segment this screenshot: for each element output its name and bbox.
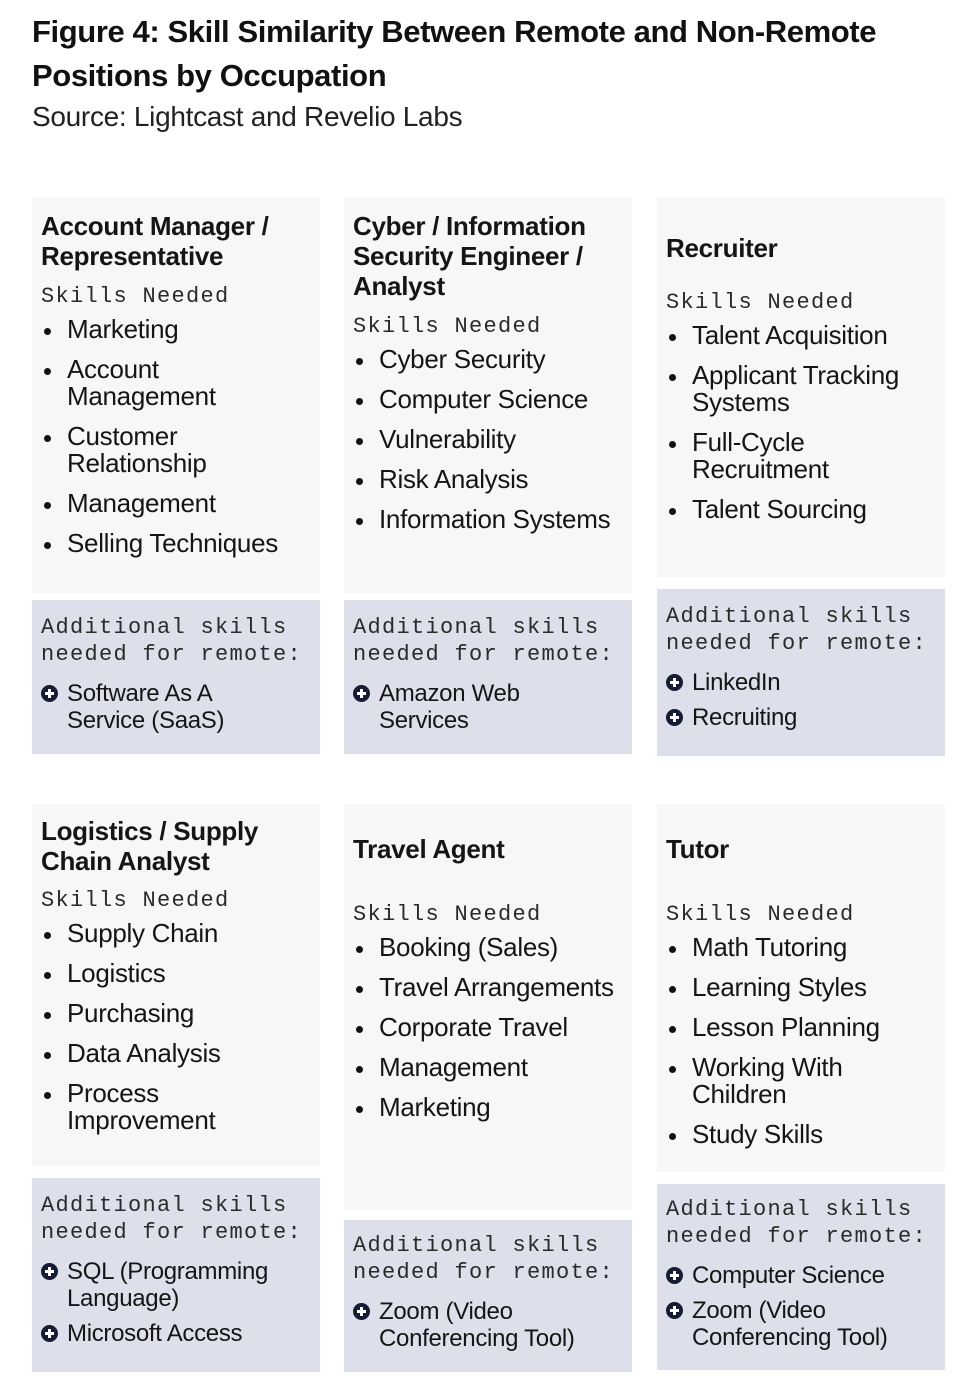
skill-item: Math Tutoring xyxy=(666,934,937,961)
skill-item: Corporate Travel xyxy=(353,1014,624,1041)
remote-skills-panel xyxy=(32,1178,320,1372)
skills-panel xyxy=(657,804,945,1172)
skills-needed-label: Skills Needed xyxy=(666,902,855,927)
remote-skills-label: Additional skills needed for remote: xyxy=(666,604,928,656)
skill-item: Process Improvement xyxy=(41,1080,312,1134)
skill-item: Applicant Tracking Systems xyxy=(666,362,937,416)
skill-item: Talent Acquisition xyxy=(666,322,937,349)
skill-item: Marketing xyxy=(41,316,312,343)
skill-item: Supply Chain xyxy=(41,920,312,947)
skill-item: Study Skills xyxy=(666,1121,937,1148)
occupation-title: Logistics / Supply Chain Analyst xyxy=(41,816,259,876)
remote-skills-panel xyxy=(32,600,320,754)
remote-skills-list xyxy=(41,680,312,734)
remote-skill-item: Recruiting xyxy=(666,704,937,731)
occupation-card-tutor xyxy=(657,804,945,1351)
remote-skills-list xyxy=(353,680,624,734)
remote-skill-item: Amazon Web Services xyxy=(353,680,624,734)
skills-list xyxy=(41,316,312,570)
occupation-title: Tutor xyxy=(666,834,729,864)
figure-source: Source: Lightcast and Revelio Labs xyxy=(32,101,463,132)
remote-skills-list xyxy=(666,1262,937,1351)
skill-item: Cyber Security xyxy=(353,346,624,373)
skill-item: Talent Sourcing xyxy=(666,496,937,523)
remote-skills-list xyxy=(41,1258,312,1347)
plus-circle-icon xyxy=(666,1302,683,1319)
skill-item: Full-Cycle Recruitment xyxy=(666,429,937,483)
remote-skill-item: Computer Science xyxy=(666,1262,937,1289)
skill-item: Working With Children xyxy=(666,1054,937,1108)
occupation-card-cyber-security xyxy=(344,197,632,734)
skill-item: Logistics xyxy=(41,960,312,987)
remote-skill-item: Software As A Service (SaaS) xyxy=(41,680,312,734)
plus-circle-icon xyxy=(353,1303,370,1320)
plus-circle-icon xyxy=(41,685,58,702)
remote-skills-label: Additional skills needed for remote: xyxy=(41,615,303,667)
remote-skill-item: Zoom (Video Conferencing Tool) xyxy=(666,1297,937,1351)
remote-skills-list xyxy=(353,1298,624,1352)
skill-item: Vulnerability xyxy=(353,426,624,453)
occupation-card-logistics xyxy=(32,804,320,1347)
skill-item: Computer Science xyxy=(353,386,624,413)
skill-item: Booking (Sales) xyxy=(353,934,624,961)
skills-needed-label: Skills Needed xyxy=(41,284,230,309)
skill-item: Purchasing xyxy=(41,1000,312,1027)
skills-list xyxy=(353,346,624,546)
skill-item: Information Systems xyxy=(353,506,624,533)
plus-circle-icon xyxy=(41,1263,58,1280)
skills-list xyxy=(666,322,937,536)
skill-item: Learning Styles xyxy=(666,974,937,1001)
remote-skills-panel xyxy=(344,600,632,754)
skills-panel xyxy=(344,804,632,1210)
skills-needed-label: Skills Needed xyxy=(666,290,855,315)
remote-skill-item: Zoom (Video Conferencing Tool) xyxy=(353,1298,624,1352)
plus-circle-icon xyxy=(666,674,683,691)
skills-list xyxy=(41,920,312,1147)
remote-skills-list xyxy=(666,669,937,731)
skills-needed-label: Skills Needed xyxy=(353,902,542,927)
occupation-card-account-manager xyxy=(32,197,320,734)
remote-skills-panel xyxy=(657,589,945,756)
skills-needed-label: Skills Needed xyxy=(353,314,542,339)
remote-skills-label: Additional skills needed for remote: xyxy=(353,615,615,667)
skill-item: Management xyxy=(41,490,312,517)
remote-skills-panel xyxy=(657,1184,945,1370)
skill-item: Selling Techniques xyxy=(41,530,312,557)
skill-item: Data Analysis xyxy=(41,1040,312,1067)
skills-list xyxy=(353,934,624,1134)
skills-panel xyxy=(32,197,320,593)
skills-panel xyxy=(344,197,632,593)
remote-skills-panel xyxy=(344,1220,632,1372)
skills-needed-label: Skills Needed xyxy=(41,888,230,913)
skill-item: Management xyxy=(353,1054,624,1081)
plus-circle-icon xyxy=(666,1267,683,1284)
remote-skills-label: Additional skills needed for remote: xyxy=(666,1197,928,1249)
remote-skills-label: Additional skills needed for remote: xyxy=(41,1193,303,1245)
skill-item: Risk Analysis xyxy=(353,466,624,493)
occupation-card-recruiter xyxy=(657,197,945,731)
remote-skill-item: SQL (Programming Language) xyxy=(41,1258,312,1312)
figure-title: Figure 4: Skill Similarity Between Remote and Non-Remote Positions by Occupation xyxy=(32,14,877,93)
remote-skills-label: Additional skills needed for remote: xyxy=(353,1233,615,1285)
occupation-title: Recruiter xyxy=(666,233,778,263)
skills-panel xyxy=(32,804,320,1166)
occupation-title: Cyber / Information Security Engineer / Analyst xyxy=(353,211,586,301)
occupation-title: Account Manager / Representative xyxy=(41,211,269,271)
occupation-card-travel-agent xyxy=(344,804,632,1352)
skill-item: Customer Relationship xyxy=(41,423,312,477)
skills-list xyxy=(666,934,937,1161)
skill-item: Travel Arrangements xyxy=(353,974,624,1001)
remote-skill-item: LinkedIn xyxy=(666,669,937,696)
skill-item: Lesson Planning xyxy=(666,1014,937,1041)
plus-circle-icon xyxy=(353,685,370,702)
skills-panel xyxy=(657,197,945,577)
plus-circle-icon xyxy=(666,709,683,726)
remote-skill-item: Microsoft Access xyxy=(41,1320,312,1347)
skill-item: Marketing xyxy=(353,1094,624,1121)
skill-item: Account Management xyxy=(41,356,312,410)
plus-circle-icon xyxy=(41,1325,58,1342)
occupation-title: Travel Agent xyxy=(353,834,505,864)
